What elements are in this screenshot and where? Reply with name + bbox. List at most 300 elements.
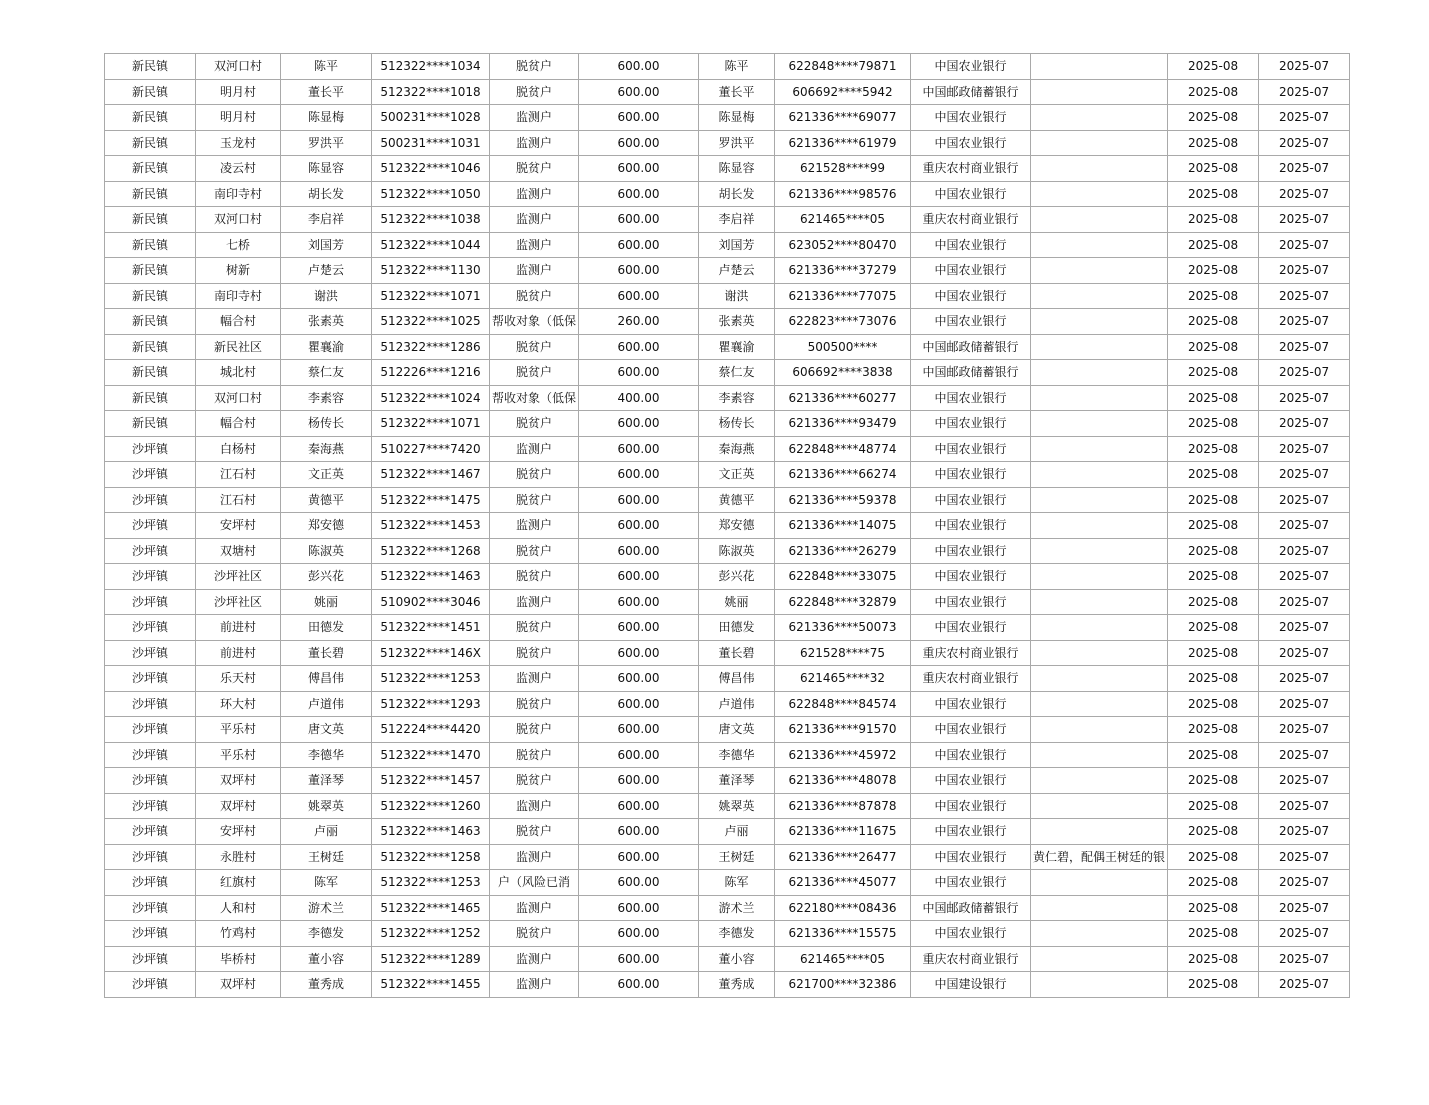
cell-name: 游术兰 (281, 895, 372, 921)
cell-pay-month: 2025-08 (1168, 309, 1259, 335)
cell-bank: 中国邮政储蓄银行 (911, 360, 1031, 386)
cell-town: 沙坪镇 (105, 819, 196, 845)
cell-name: 郑安德 (281, 513, 372, 539)
cell-account-number: 621336****26477 (775, 844, 911, 870)
cell-amount: 600.00 (579, 640, 699, 666)
cell-account-holder: 陈显梅 (699, 105, 775, 131)
cell-bank: 中国农业银行 (911, 564, 1031, 590)
cell-household-type: 监测户 (490, 258, 579, 284)
cell-account-holder: 蔡仁友 (699, 360, 775, 386)
cell-household-type: 监测户 (490, 844, 579, 870)
cell-id-number: 512322****1467 (372, 462, 490, 488)
cell-account-number: 621465****05 (775, 946, 911, 972)
cell-amount: 600.00 (579, 844, 699, 870)
cell-pay-month: 2025-08 (1168, 258, 1259, 284)
cell-account-holder: 李德华 (699, 742, 775, 768)
cell-account-holder: 李素容 (699, 385, 775, 411)
cell-remark (1031, 334, 1168, 360)
cell-remark (1031, 105, 1168, 131)
cell-account-number: 621336****87878 (775, 793, 911, 819)
cell-account-holder: 陈显容 (699, 156, 775, 182)
cell-household-type: 脱贫户 (490, 411, 579, 437)
table-row (105, 130, 1350, 156)
cell-amount: 600.00 (579, 793, 699, 819)
table-row (105, 487, 1350, 513)
cell-id-number: 512322****1046 (372, 156, 490, 182)
cell-town: 沙坪镇 (105, 640, 196, 666)
cell-village: 平乐村 (196, 742, 281, 768)
cell-village: 明月村 (196, 105, 281, 131)
cell-amount: 600.00 (579, 972, 699, 998)
cell-village: 江石村 (196, 462, 281, 488)
cell-id-number: 512322****1268 (372, 538, 490, 564)
cell-town: 沙坪镇 (105, 844, 196, 870)
cell-id-number: 512322****1260 (372, 793, 490, 819)
cell-bank: 中国农业银行 (911, 768, 1031, 794)
cell-bank: 中国农业银行 (911, 691, 1031, 717)
cell-household-type: 脱贫户 (490, 487, 579, 513)
cell-pay-month: 2025-08 (1168, 360, 1259, 386)
cell-pay-month: 2025-08 (1168, 181, 1259, 207)
cell-household-type: 监测户 (490, 181, 579, 207)
cell-account-number: 621528****99 (775, 156, 911, 182)
cell-amount: 600.00 (579, 538, 699, 564)
cell-town: 新民镇 (105, 283, 196, 309)
cell-name: 卢道伟 (281, 691, 372, 717)
cell-household-type: 监测户 (490, 130, 579, 156)
cell-period-month: 2025-07 (1259, 156, 1350, 182)
cell-village: 双河口村 (196, 385, 281, 411)
cell-period-month: 2025-07 (1259, 819, 1350, 845)
cell-period-month: 2025-07 (1259, 207, 1350, 233)
cell-household-type: 户（风险已消 (490, 870, 579, 896)
cell-remark (1031, 946, 1168, 972)
cell-account-holder: 黄德平 (699, 487, 775, 513)
cell-amount: 600.00 (579, 513, 699, 539)
cell-village: 幅合村 (196, 309, 281, 335)
cell-name: 李启祥 (281, 207, 372, 233)
cell-amount: 600.00 (579, 258, 699, 284)
cell-amount: 600.00 (579, 946, 699, 972)
cell-account-number: 621336****45077 (775, 870, 911, 896)
cell-remark (1031, 870, 1168, 896)
cell-bank: 中国农业银行 (911, 819, 1031, 845)
cell-remark (1031, 793, 1168, 819)
cell-household-type: 监测户 (490, 972, 579, 998)
cell-bank: 中国农业银行 (911, 232, 1031, 258)
cell-pay-month: 2025-08 (1168, 742, 1259, 768)
table-body (105, 54, 1350, 998)
cell-village: 安坪村 (196, 513, 281, 539)
cell-account-number: 621700****32386 (775, 972, 911, 998)
cell-pay-month: 2025-08 (1168, 130, 1259, 156)
cell-bank: 中国邮政储蓄银行 (911, 79, 1031, 105)
table-row (105, 385, 1350, 411)
cell-town: 新民镇 (105, 130, 196, 156)
cell-account-number: 621336****61979 (775, 130, 911, 156)
cell-account-number: 621336****48078 (775, 768, 911, 794)
cell-period-month: 2025-07 (1259, 691, 1350, 717)
cell-pay-month: 2025-08 (1168, 54, 1259, 80)
cell-account-number: 622848****32879 (775, 589, 911, 615)
cell-account-holder: 王树廷 (699, 844, 775, 870)
cell-pay-month: 2025-08 (1168, 385, 1259, 411)
cell-id-number: 512322****1038 (372, 207, 490, 233)
cell-pay-month: 2025-08 (1168, 819, 1259, 845)
cell-name: 董长平 (281, 79, 372, 105)
table-row (105, 232, 1350, 258)
cell-name: 刘国芳 (281, 232, 372, 258)
table-row (105, 54, 1350, 80)
cell-name: 黄德平 (281, 487, 372, 513)
cell-amount: 600.00 (579, 564, 699, 590)
cell-id-number: 512322****1457 (372, 768, 490, 794)
table-row (105, 972, 1350, 998)
table-row (105, 360, 1350, 386)
cell-bank: 中国邮政储蓄银行 (911, 334, 1031, 360)
table-row (105, 895, 1350, 921)
cell-household-type: 脱贫户 (490, 334, 579, 360)
cell-household-type: 脱贫户 (490, 640, 579, 666)
cell-town: 新民镇 (105, 79, 196, 105)
table-row (105, 870, 1350, 896)
cell-amount: 600.00 (579, 666, 699, 692)
cell-bank: 中国农业银行 (911, 385, 1031, 411)
cell-pay-month: 2025-08 (1168, 946, 1259, 972)
cell-pay-month: 2025-08 (1168, 870, 1259, 896)
cell-remark (1031, 258, 1168, 284)
cell-account-number: 622848****79871 (775, 54, 911, 80)
table-row (105, 79, 1350, 105)
cell-town: 新民镇 (105, 54, 196, 80)
cell-bank: 中国农业银行 (911, 258, 1031, 284)
cell-period-month: 2025-07 (1259, 487, 1350, 513)
cell-pay-month: 2025-08 (1168, 283, 1259, 309)
cell-period-month: 2025-07 (1259, 538, 1350, 564)
cell-amount: 600.00 (579, 105, 699, 131)
cell-pay-month: 2025-08 (1168, 895, 1259, 921)
cell-bank: 中国农业银行 (911, 411, 1031, 437)
cell-bank: 中国农业银行 (911, 513, 1031, 539)
cell-pay-month: 2025-08 (1168, 436, 1259, 462)
cell-account-holder: 卢道伟 (699, 691, 775, 717)
table-row (105, 589, 1350, 615)
cell-pay-month: 2025-08 (1168, 513, 1259, 539)
cell-amount: 600.00 (579, 921, 699, 947)
cell-pay-month: 2025-08 (1168, 691, 1259, 717)
cell-id-number: 510902****3046 (372, 589, 490, 615)
cell-amount: 600.00 (579, 691, 699, 717)
cell-village: 新民社区 (196, 334, 281, 360)
cell-village: 凌云村 (196, 156, 281, 182)
cell-town: 新民镇 (105, 105, 196, 131)
cell-bank: 中国农业银行 (911, 436, 1031, 462)
cell-household-type: 脱贫户 (490, 768, 579, 794)
cell-account-number: 622848****84574 (775, 691, 911, 717)
cell-amount: 600.00 (579, 819, 699, 845)
cell-period-month: 2025-07 (1259, 462, 1350, 488)
cell-account-number: 621336****77075 (775, 283, 911, 309)
cell-account-number: 621336****66274 (775, 462, 911, 488)
cell-town: 新民镇 (105, 156, 196, 182)
cell-amount: 600.00 (579, 870, 699, 896)
cell-period-month: 2025-07 (1259, 589, 1350, 615)
cell-account-holder: 董长碧 (699, 640, 775, 666)
cell-bank: 中国农业银行 (911, 538, 1031, 564)
cell-period-month: 2025-07 (1259, 513, 1350, 539)
cell-pay-month: 2025-08 (1168, 615, 1259, 641)
cell-name: 秦海燕 (281, 436, 372, 462)
cell-pay-month: 2025-08 (1168, 589, 1259, 615)
cell-id-number: 512322****1470 (372, 742, 490, 768)
cell-pay-month: 2025-08 (1168, 411, 1259, 437)
cell-amount: 600.00 (579, 742, 699, 768)
cell-household-type: 监测户 (490, 232, 579, 258)
cell-account-number: 622180****08436 (775, 895, 911, 921)
cell-village: 白杨村 (196, 436, 281, 462)
cell-bank: 中国农业银行 (911, 589, 1031, 615)
cell-remark (1031, 462, 1168, 488)
cell-town: 新民镇 (105, 411, 196, 437)
cell-household-type: 脱贫户 (490, 538, 579, 564)
data-table (104, 53, 1350, 998)
cell-town: 新民镇 (105, 232, 196, 258)
cell-amount: 600.00 (579, 895, 699, 921)
cell-account-holder: 田德发 (699, 615, 775, 641)
cell-village: 南印寺村 (196, 283, 281, 309)
cell-account-number: 621336****11675 (775, 819, 911, 845)
cell-remark (1031, 513, 1168, 539)
cell-village: 七桥 (196, 232, 281, 258)
cell-account-number: 621336****50073 (775, 615, 911, 641)
cell-period-month: 2025-07 (1259, 105, 1350, 131)
cell-remark (1031, 411, 1168, 437)
cell-pay-month: 2025-08 (1168, 334, 1259, 360)
cell-id-number: 512322****1050 (372, 181, 490, 207)
cell-name: 谢洪 (281, 283, 372, 309)
cell-id-number: 512322****146X (372, 640, 490, 666)
cell-remark (1031, 130, 1168, 156)
cell-account-holder: 唐文英 (699, 717, 775, 743)
cell-account-number: 621336****15575 (775, 921, 911, 947)
cell-name: 李德华 (281, 742, 372, 768)
cell-village: 竹鸡村 (196, 921, 281, 947)
cell-amount: 600.00 (579, 334, 699, 360)
cell-name: 董小容 (281, 946, 372, 972)
cell-village: 江石村 (196, 487, 281, 513)
table-row (105, 768, 1350, 794)
cell-account-number: 622848****33075 (775, 564, 911, 590)
cell-town: 沙坪镇 (105, 870, 196, 896)
table-row (105, 717, 1350, 743)
cell-town: 新民镇 (105, 360, 196, 386)
cell-bank: 中国农业银行 (911, 309, 1031, 335)
cell-name: 陈显容 (281, 156, 372, 182)
cell-remark (1031, 640, 1168, 666)
cell-name: 瞿襄渝 (281, 334, 372, 360)
cell-account-holder: 董小容 (699, 946, 775, 972)
table-row (105, 513, 1350, 539)
cell-household-type: 监测户 (490, 946, 579, 972)
table-row (105, 640, 1350, 666)
cell-account-holder: 胡长发 (699, 181, 775, 207)
cell-name: 董泽琴 (281, 768, 372, 794)
cell-account-holder: 杨传长 (699, 411, 775, 437)
cell-village: 树新 (196, 258, 281, 284)
cell-remark (1031, 666, 1168, 692)
cell-town: 沙坪镇 (105, 768, 196, 794)
cell-town: 沙坪镇 (105, 742, 196, 768)
cell-id-number: 512322****1024 (372, 385, 490, 411)
cell-name: 文正英 (281, 462, 372, 488)
cell-village: 人和村 (196, 895, 281, 921)
cell-remark (1031, 54, 1168, 80)
cell-household-type: 脱贫户 (490, 283, 579, 309)
cell-amount: 600.00 (579, 360, 699, 386)
cell-amount: 260.00 (579, 309, 699, 335)
cell-id-number: 512322****1465 (372, 895, 490, 921)
cell-name: 姚丽 (281, 589, 372, 615)
cell-period-month: 2025-07 (1259, 921, 1350, 947)
cell-town: 沙坪镇 (105, 793, 196, 819)
cell-period-month: 2025-07 (1259, 130, 1350, 156)
cell-village: 环大村 (196, 691, 281, 717)
cell-remark (1031, 538, 1168, 564)
cell-amount: 600.00 (579, 487, 699, 513)
cell-account-holder: 陈军 (699, 870, 775, 896)
cell-town: 沙坪镇 (105, 436, 196, 462)
cell-account-holder: 董泽琴 (699, 768, 775, 794)
cell-household-type: 监测户 (490, 666, 579, 692)
cell-town: 沙坪镇 (105, 921, 196, 947)
cell-id-number: 512322****1253 (372, 870, 490, 896)
cell-period-month: 2025-07 (1259, 742, 1350, 768)
cell-village: 双塘村 (196, 538, 281, 564)
cell-village: 前进村 (196, 640, 281, 666)
cell-town: 沙坪镇 (105, 615, 196, 641)
cell-account-holder: 卢丽 (699, 819, 775, 845)
cell-name: 唐文英 (281, 717, 372, 743)
cell-account-number: 606692****3838 (775, 360, 911, 386)
cell-remark (1031, 283, 1168, 309)
cell-name: 陈平 (281, 54, 372, 80)
cell-id-number: 512322****1258 (372, 844, 490, 870)
cell-pay-month: 2025-08 (1168, 793, 1259, 819)
cell-bank: 中国农业银行 (911, 462, 1031, 488)
table-row (105, 691, 1350, 717)
table-row (105, 742, 1350, 768)
cell-town: 沙坪镇 (105, 564, 196, 590)
cell-village: 前进村 (196, 615, 281, 641)
cell-id-number: 512322****1451 (372, 615, 490, 641)
cell-id-number: 512322****1463 (372, 564, 490, 590)
cell-pay-month: 2025-08 (1168, 666, 1259, 692)
cell-village: 双坪村 (196, 972, 281, 998)
cell-id-number: 512322****1463 (372, 819, 490, 845)
cell-remark (1031, 564, 1168, 590)
cell-pay-month: 2025-08 (1168, 921, 1259, 947)
cell-id-number: 512322****1034 (372, 54, 490, 80)
cell-amount: 600.00 (579, 615, 699, 641)
cell-name: 姚翠英 (281, 793, 372, 819)
cell-name: 陈军 (281, 870, 372, 896)
cell-period-month: 2025-07 (1259, 79, 1350, 105)
cell-account-number: 621465****32 (775, 666, 911, 692)
cell-town: 沙坪镇 (105, 589, 196, 615)
cell-bank: 中国农业银行 (911, 283, 1031, 309)
table-row (105, 411, 1350, 437)
table-row (105, 462, 1350, 488)
cell-household-type: 脱贫户 (490, 462, 579, 488)
cell-remark (1031, 691, 1168, 717)
cell-account-holder: 罗洪平 (699, 130, 775, 156)
table-row (105, 436, 1350, 462)
cell-village: 双河口村 (196, 54, 281, 80)
table-row (105, 105, 1350, 131)
cell-bank: 重庆农村商业银行 (911, 207, 1031, 233)
cell-bank: 中国农业银行 (911, 487, 1031, 513)
cell-amount: 600.00 (579, 283, 699, 309)
cell-household-type: 帮收对象（低保 (490, 309, 579, 335)
cell-name: 田德发 (281, 615, 372, 641)
table-row (105, 334, 1350, 360)
table-row (105, 283, 1350, 309)
cell-name: 傅昌伟 (281, 666, 372, 692)
cell-remark (1031, 972, 1168, 998)
cell-village: 明月村 (196, 79, 281, 105)
cell-bank: 中国农业银行 (911, 54, 1031, 80)
cell-account-number: 621336****59378 (775, 487, 911, 513)
cell-remark: 黄仁碧，配偶王树廷的银 (1031, 844, 1168, 870)
cell-period-month: 2025-07 (1259, 793, 1350, 819)
cell-village: 南印寺村 (196, 181, 281, 207)
cell-period-month: 2025-07 (1259, 283, 1350, 309)
cell-pay-month: 2025-08 (1168, 105, 1259, 131)
cell-pay-month: 2025-08 (1168, 972, 1259, 998)
cell-village: 双河口村 (196, 207, 281, 233)
cell-remark (1031, 156, 1168, 182)
cell-account-holder: 刘国芳 (699, 232, 775, 258)
cell-remark (1031, 207, 1168, 233)
cell-bank: 中国农业银行 (911, 717, 1031, 743)
cell-village: 双坪村 (196, 768, 281, 794)
cell-household-type: 脱贫户 (490, 564, 579, 590)
cell-town: 沙坪镇 (105, 487, 196, 513)
cell-pay-month: 2025-08 (1168, 717, 1259, 743)
cell-village: 沙坪社区 (196, 564, 281, 590)
cell-village: 幅合村 (196, 411, 281, 437)
cell-village: 沙坪社区 (196, 589, 281, 615)
table-row (105, 615, 1350, 641)
cell-period-month: 2025-07 (1259, 334, 1350, 360)
cell-town: 新民镇 (105, 334, 196, 360)
cell-id-number: 512322****1018 (372, 79, 490, 105)
cell-household-type: 脱贫户 (490, 79, 579, 105)
cell-amount: 600.00 (579, 411, 699, 437)
table-row (105, 258, 1350, 284)
cell-pay-month: 2025-08 (1168, 640, 1259, 666)
cell-pay-month: 2025-08 (1168, 79, 1259, 105)
cell-id-number: 500231****1028 (372, 105, 490, 131)
table-row (105, 156, 1350, 182)
cell-account-holder: 卢楚云 (699, 258, 775, 284)
cell-household-type: 监测户 (490, 105, 579, 131)
cell-name: 陈淑英 (281, 538, 372, 564)
cell-household-type: 监测户 (490, 895, 579, 921)
cell-household-type: 脱贫户 (490, 691, 579, 717)
table-row (105, 921, 1350, 947)
cell-name: 杨传长 (281, 411, 372, 437)
